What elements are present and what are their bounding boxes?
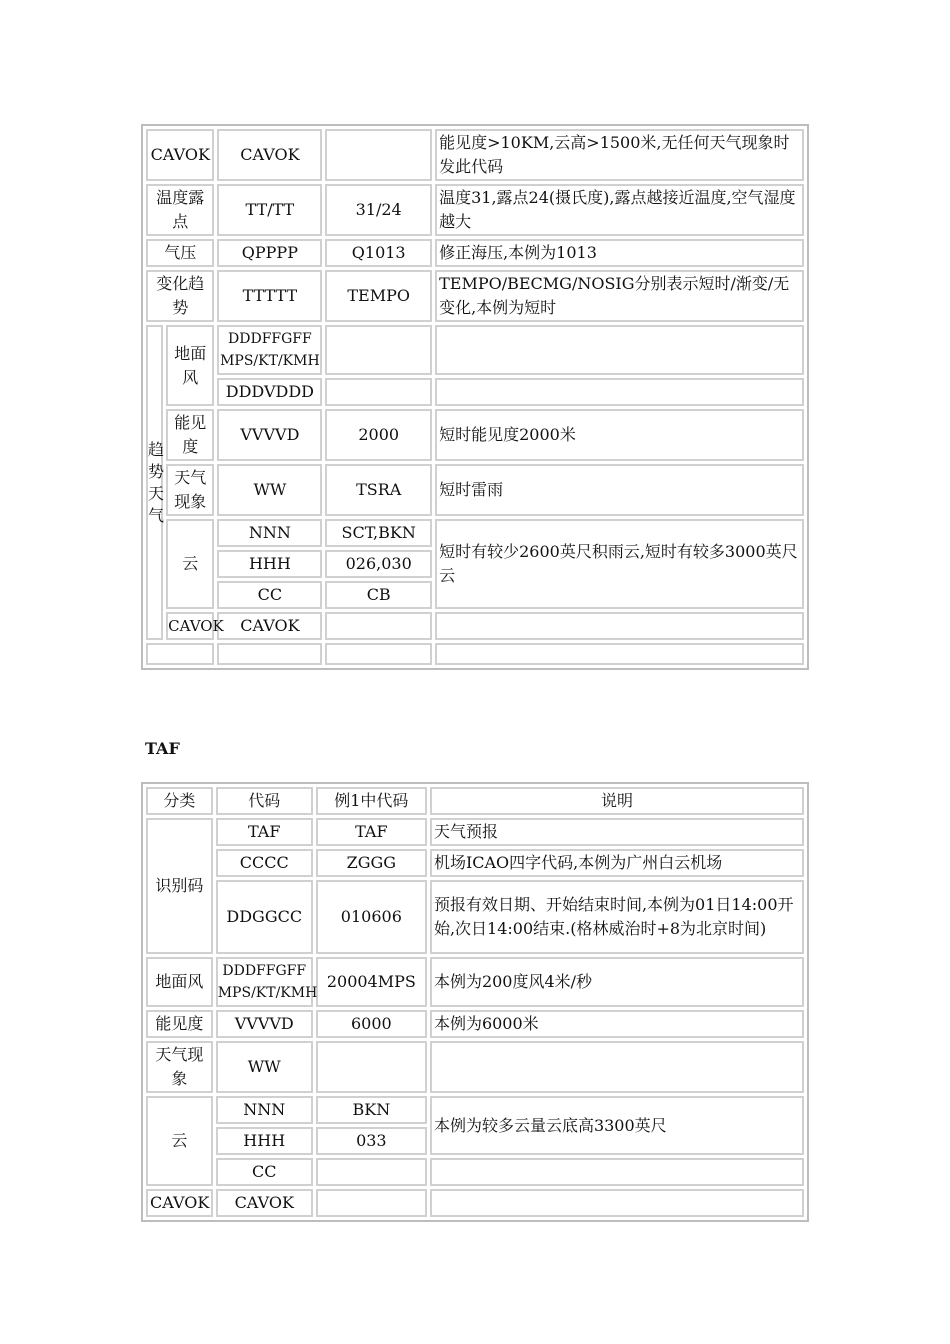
header-example: 例1中代码 xyxy=(316,787,427,815)
category-cell: 地面风 xyxy=(166,325,214,406)
header-description: 说明 xyxy=(430,787,804,815)
table-row xyxy=(146,464,804,516)
description-cell xyxy=(435,378,804,406)
table-row xyxy=(146,1010,804,1038)
description-cell: 短时能见度2000米 xyxy=(435,409,804,461)
table-row xyxy=(146,1189,804,1217)
code-cell: DDDVDDD xyxy=(217,378,322,406)
example-cell: CB xyxy=(325,581,432,609)
table-row xyxy=(146,849,804,877)
table-row xyxy=(146,1158,804,1186)
metar-code-table xyxy=(141,124,809,670)
category-cell: CAVOK xyxy=(146,129,214,181)
example-cell: 033 xyxy=(316,1127,427,1155)
table-row xyxy=(146,239,804,267)
header-code: 代码 xyxy=(216,787,313,815)
category-cell: 天气现象 xyxy=(166,464,214,516)
description-cell: 本例为200度风4米/秒 xyxy=(430,957,804,1007)
category-cell: 温度露点 xyxy=(146,184,214,236)
code-cell: CAVOK xyxy=(217,129,322,181)
table-row xyxy=(146,1096,804,1124)
description-cell xyxy=(435,325,804,375)
category-cell: 云 xyxy=(166,519,214,609)
table-row xyxy=(146,270,804,322)
description-cell: 本例为较多云量云底高3300英尺 xyxy=(430,1096,804,1155)
table-row xyxy=(146,1041,804,1093)
code-cell: CAVOK xyxy=(216,1189,313,1217)
table-row xyxy=(146,129,804,181)
code-cell: QPPPP xyxy=(217,239,322,267)
code-cell: TT/TT xyxy=(217,184,322,236)
category-cell: CAVOK xyxy=(166,612,214,640)
code-cell: VVVVD xyxy=(216,1010,313,1038)
table-row xyxy=(146,519,804,547)
table-header-row xyxy=(146,787,804,815)
code-cell: DDDFFGFF MPS/KT/KMH xyxy=(217,325,322,375)
example-cell: TSRA xyxy=(325,464,432,516)
table-row xyxy=(146,378,804,406)
example-cell: 20004MPS xyxy=(316,957,427,1007)
example-cell xyxy=(316,1189,427,1217)
example-cell: TAF xyxy=(316,818,427,846)
code-cell xyxy=(217,643,322,665)
description-cell: TEMPO/BECMG/NOSIG分别表示短时/渐变/无变化,本例为短时 xyxy=(435,270,804,322)
description-cell xyxy=(435,643,804,665)
example-cell xyxy=(316,1158,427,1186)
description-cell: 温度31,露点24(摄氏度),露点越接近温度,空气湿度越大 xyxy=(435,184,804,236)
description-cell: 修正海压,本例为1013 xyxy=(435,239,804,267)
example-cell: Q1013 xyxy=(325,239,432,267)
example-cell xyxy=(325,612,432,640)
example-cell xyxy=(325,378,432,406)
example-cell xyxy=(325,643,432,665)
code-cell: TTTTT xyxy=(217,270,322,322)
code-cell: TAF xyxy=(216,818,313,846)
code-cell: HHH xyxy=(217,550,322,578)
trend-weather-label: 趋势天气 xyxy=(146,325,163,640)
description-cell: 短时雷雨 xyxy=(435,464,804,516)
category-cell: 变化趋势 xyxy=(146,270,214,322)
code-cell: HHH xyxy=(216,1127,313,1155)
header-category: 分类 xyxy=(146,787,213,815)
example-cell: 2000 xyxy=(325,409,432,461)
example-cell: TEMPO xyxy=(325,270,432,322)
taf-heading: TAF xyxy=(145,739,180,758)
table-row xyxy=(146,643,804,665)
example-cell xyxy=(325,129,432,181)
description-cell xyxy=(430,1158,804,1186)
code-cell: CCCC xyxy=(216,849,313,877)
example-cell: BKN xyxy=(316,1096,427,1124)
description-cell: 机场ICAO四字代码,本例为广州白云机场 xyxy=(430,849,804,877)
code-cell: WW xyxy=(216,1041,313,1093)
category-cell: 能见度 xyxy=(166,409,214,461)
description-cell xyxy=(430,1189,804,1217)
description-cell: 预报有效日期、开始结束时间,本例为01日14:00开始,次日14:00结束.(格林威治时+8为北京时间) xyxy=(430,880,804,954)
code-cell: CAVOK xyxy=(217,612,322,640)
code-cell: NNN xyxy=(217,519,322,547)
example-cell: ZGGG xyxy=(316,849,427,877)
taf-code-table xyxy=(141,782,809,1222)
category-cell: 识别码 xyxy=(146,818,213,954)
table-row xyxy=(146,184,804,236)
table-row xyxy=(146,612,804,640)
category-cell: 地面风 xyxy=(146,957,213,1007)
code-cell: NNN xyxy=(216,1096,313,1124)
category-cell: 能见度 xyxy=(146,1010,213,1038)
description-cell xyxy=(430,1041,804,1093)
code-cell: DDGGCC xyxy=(216,880,313,954)
category-cell: CAVOK xyxy=(146,1189,213,1217)
table-row xyxy=(146,818,804,846)
category-cell: 天气现象 xyxy=(146,1041,213,1093)
example-cell: SCT,BKN xyxy=(325,519,432,547)
code-cell: VVVVD xyxy=(217,409,322,461)
example-cell xyxy=(316,1041,427,1093)
code-cell: CC xyxy=(216,1158,313,1186)
table-row xyxy=(146,325,804,375)
table-row xyxy=(146,880,804,954)
example-cell: 31/24 xyxy=(325,184,432,236)
code-cell: WW xyxy=(217,464,322,516)
example-cell: 010606 xyxy=(316,880,427,954)
example-cell: 6000 xyxy=(316,1010,427,1038)
description-cell: 天气预报 xyxy=(430,818,804,846)
table-row xyxy=(146,957,804,1007)
table-row xyxy=(146,409,804,461)
description-cell: 能见度>10KM,云高>1500米,无任何天气现象时发此代码 xyxy=(435,129,804,181)
example-cell: 026,030 xyxy=(325,550,432,578)
description-cell: 本例为6000米 xyxy=(430,1010,804,1038)
description-cell: 短时有较少2600英尺积雨云,短时有较多3000英尺云 xyxy=(435,519,804,609)
category-cell: 云 xyxy=(146,1096,213,1186)
code-cell: DDDFFGFF MPS/KT/KMH xyxy=(216,957,313,1007)
category-cell: 气压 xyxy=(146,239,214,267)
category-cell xyxy=(146,643,214,665)
example-cell xyxy=(325,325,432,375)
code-cell: CC xyxy=(217,581,322,609)
description-cell xyxy=(435,612,804,640)
